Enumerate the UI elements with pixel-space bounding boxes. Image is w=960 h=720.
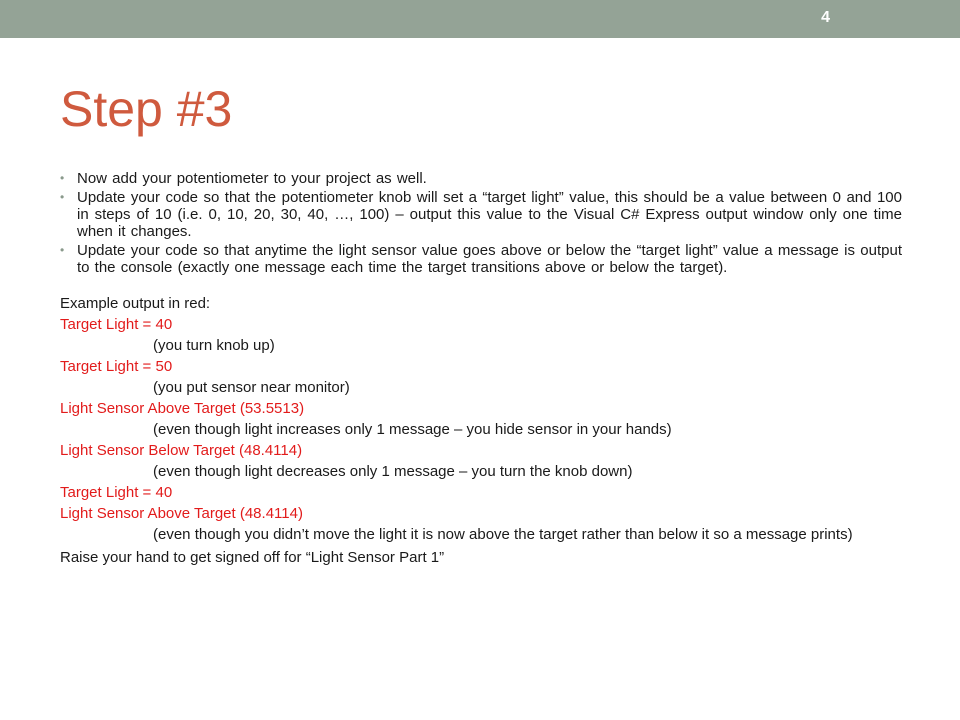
- bullet-icon: •: [60, 243, 65, 257]
- bullet-list: [60, 170, 902, 276]
- annotation-line: (even though you didn’t move the light it is now above the target rather than below it so a message prints): [153, 526, 853, 543]
- output-line: Target Light = 50: [60, 358, 173, 375]
- bullet-item: [60, 170, 902, 187]
- bullet-text: Update your code so that anytime the light sensor value goes above or below the “target light” value a message is output to the console (exactly one message each time the target transitions above or below the target).: [77, 242, 902, 276]
- output-line: Light Sensor Above Target (48.4114): [60, 505, 303, 522]
- slide-title: Step #3: [60, 81, 233, 137]
- bullet-item: [60, 242, 902, 276]
- output-line: Target Light = 40: [60, 484, 173, 501]
- bullet-icon: •: [60, 190, 65, 204]
- slide-content: [60, 170, 902, 570]
- slide-number: 4: [821, 9, 830, 26]
- top-bar: [0, 0, 960, 38]
- example-intro: Example output in red:: [60, 295, 211, 312]
- bullet-text: Update your code so that the potentiometer knob will set a “target light” value, this should be a value between 0 and 100 in steps of 10 (i.e. 0, 10, 20, 30, 40, …, 100) – output this value to the Visual C# Express output window only one time when it changes.: [77, 189, 902, 240]
- annotation-line: (even though light decreases only 1 message – you turn the knob down): [153, 463, 633, 480]
- example-output: [60, 295, 902, 543]
- signoff-text: Raise your hand to get signed off for “Light Sensor Part 1”: [60, 549, 445, 566]
- bullet-item: [60, 189, 902, 240]
- annotation-line: (you turn knob up): [153, 337, 275, 354]
- annotation-line: (even though light increases only 1 message – you hide sensor in your hands): [153, 421, 672, 438]
- bullet-text: Now add your potentiometer to your project as well.: [77, 170, 427, 187]
- output-line: Target Light = 40: [60, 316, 173, 333]
- output-line: Light Sensor Above Target (53.5513): [60, 400, 305, 417]
- output-line: Light Sensor Below Target (48.4114): [60, 442, 303, 459]
- annotation-line: (you put sensor near monitor): [153, 379, 350, 396]
- bullet-icon: •: [60, 171, 65, 185]
